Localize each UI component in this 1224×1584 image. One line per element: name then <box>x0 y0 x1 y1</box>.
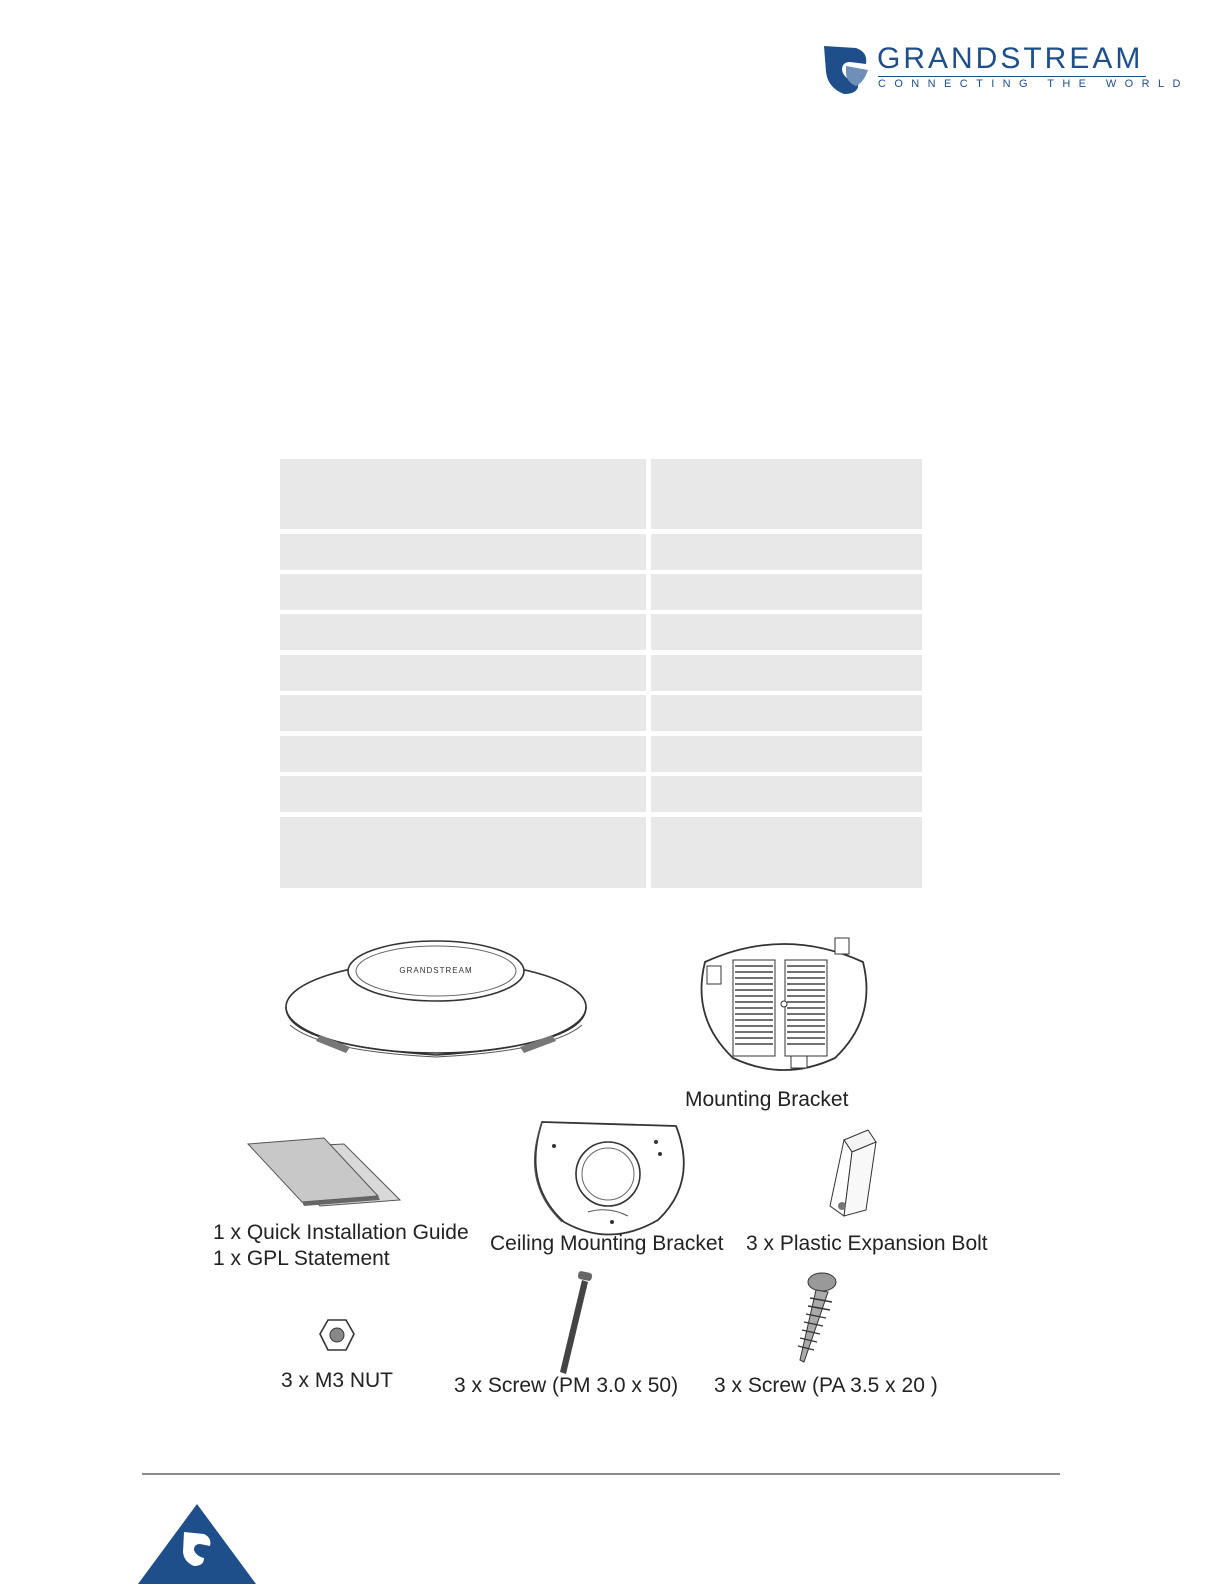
table-cell <box>651 695 922 731</box>
screw-pm-label: 3 x Screw (PM 3.0 x 50) <box>454 1374 679 1397</box>
ceiling-bracket-illustration <box>528 1112 690 1238</box>
screw-pa-label: 3 x Screw (PA 3.5 x 20 ) <box>714 1374 938 1397</box>
svg-text:GRANDSTREAM: GRANDSTREAM <box>399 966 473 975</box>
table-cell <box>651 534 922 570</box>
table-cell <box>651 574 922 610</box>
table-cell <box>280 655 646 691</box>
gpl-statement-label: 1 x GPL Statement <box>213 1247 390 1270</box>
table-cell <box>280 695 646 731</box>
table-cell <box>280 614 646 650</box>
table-cell <box>280 534 646 570</box>
screw-pa-illustration <box>788 1270 840 1366</box>
grandstream-logo <box>820 40 1189 100</box>
table-cell <box>651 776 922 812</box>
table-cell <box>651 736 922 772</box>
footer-divider <box>142 1473 1060 1475</box>
ceiling-bracket-label: Ceiling Mounting Bracket <box>490 1232 724 1255</box>
brand-name: GRANDSTREAM <box>877 42 1144 75</box>
footer-logo-badge <box>138 1504 256 1584</box>
table-cell <box>651 817 922 888</box>
mounting-bracket-illustration <box>695 932 873 1076</box>
mounting-bracket-label: Mounting Bracket <box>685 1088 849 1111</box>
quick-guide-illustration <box>244 1134 404 1212</box>
expansion-bolt-label: 3 x Plastic Expansion Bolt <box>746 1232 988 1255</box>
screw-pm-illustration <box>550 1270 600 1378</box>
grandstream-mark-icon <box>820 42 876 98</box>
table-cell <box>651 614 922 650</box>
table-header-cell-2 <box>651 459 922 529</box>
table-cell <box>280 736 646 772</box>
access-point-illustration <box>280 935 592 1067</box>
quick-guide-label: 1 x Quick Installation Guide <box>213 1221 469 1244</box>
table-cell <box>280 776 646 812</box>
expansion-bolt-illustration <box>826 1124 886 1224</box>
table-header-cell-1 <box>280 459 646 529</box>
table-cell <box>280 574 646 610</box>
table-cell <box>280 817 646 888</box>
m3-nut-illustration <box>318 1316 356 1354</box>
m3-nut-label: 3 x M3 NUT <box>281 1369 394 1392</box>
brand-tagline: CONNECTING THE WORLD <box>878 78 1189 90</box>
table-cell <box>651 655 922 691</box>
brand-rule <box>878 76 1146 77</box>
